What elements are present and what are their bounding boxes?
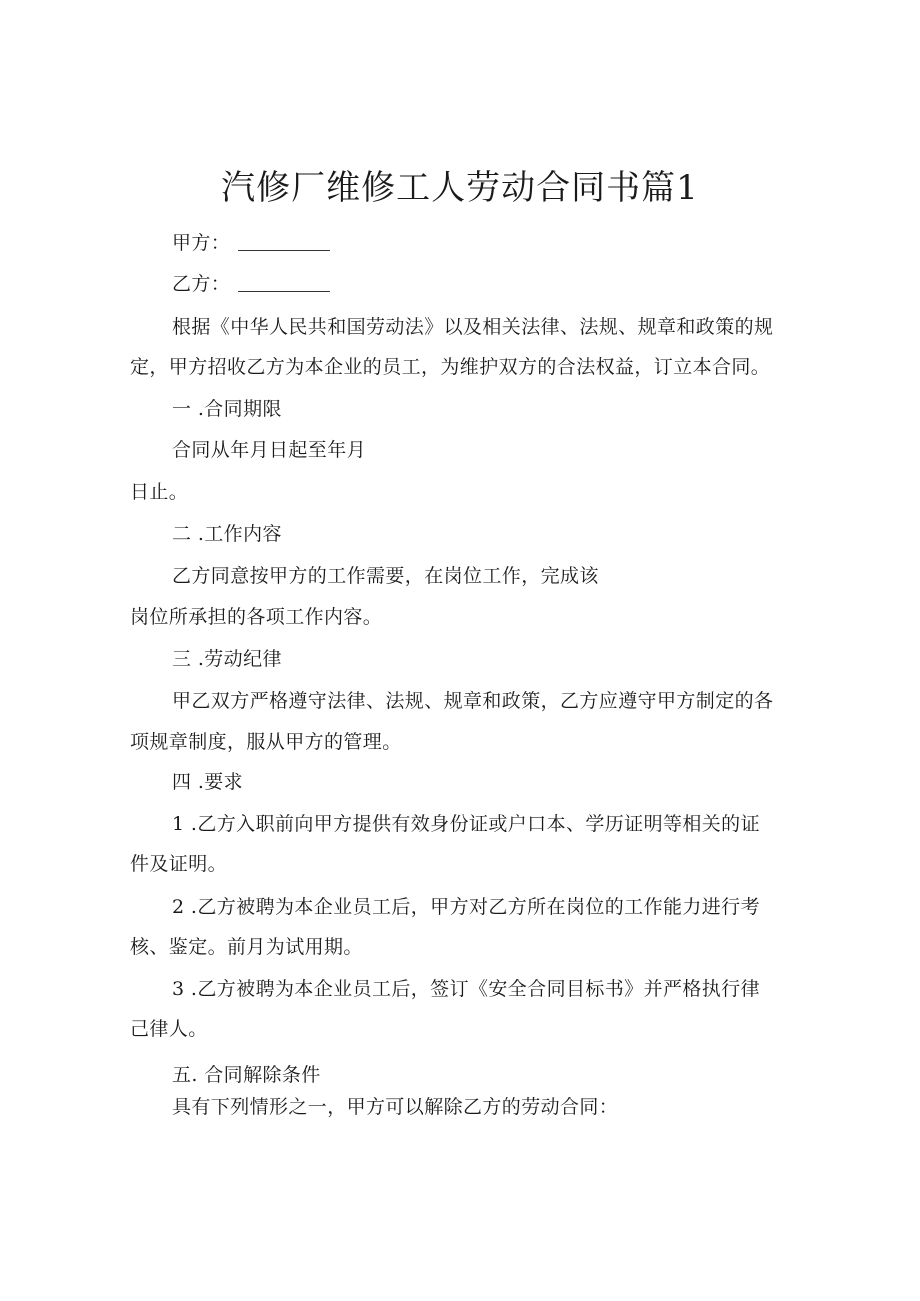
section-3-body-2: 项规章制度，服从甲方的管理。 — [130, 731, 402, 753]
section-3-body-1: 甲乙双方严格遵守法律、法规、规章和政策，乙方应遵守甲方制定的各 — [172, 690, 774, 712]
section-3-heading: 三 .劳动纪律 — [172, 648, 282, 670]
party-b-blank — [238, 273, 330, 292]
requirement-3-line-1: 3 .乙方被聘为本企业员工后，签订《安全合同目标书》并严格执行律 — [172, 978, 760, 1000]
section-4-heading: 四 .要求 — [172, 771, 244, 793]
requirement-2-line-1: 2 .乙方被聘为本企业员工后，甲方对乙方所在岗位的工作能力进行考 — [172, 896, 760, 918]
preamble-line-1: 根据《中华人民共和国劳动法》以及相关法律、法规、规章和政策的规 — [172, 316, 774, 338]
section-5-heading: 五. 合同解除条件 — [172, 1064, 321, 1086]
party-a-blank — [238, 232, 330, 251]
section-2-body-2: 岗位所承担的各项工作内容。 — [130, 606, 383, 628]
document-title: 汽修厂维修工人劳动合同书篇1 — [221, 168, 699, 208]
requirement-1-line-1: 1 .乙方入职前向甲方提供有效身份证或户口本、学历证明等相关的证 — [172, 813, 760, 835]
party-b-label: 乙方： — [172, 273, 231, 295]
party-b-line — [172, 271, 330, 297]
section-1-body-2: 日止。 — [130, 481, 189, 503]
section-1-body-1: 合同从年月日起至年月 — [172, 439, 367, 461]
requirement-3-line-2: 己律人。 — [130, 1018, 208, 1040]
section-2-heading: 二 .工作内容 — [172, 523, 282, 545]
requirement-1-line-2: 件及证明。 — [130, 853, 228, 875]
section-2-body-1: 乙方同意按甲方的工作需要，在岗位工作，完成该 — [172, 565, 599, 587]
party-a-line — [172, 230, 330, 256]
party-a-label: 甲方： — [172, 232, 231, 254]
preamble-line-2: 定，甲方招收乙方为本企业的员工，为维护双方的合法权益，订立本合同。 — [130, 356, 771, 378]
section-1-heading: 一 .合同期限 — [172, 398, 282, 420]
section-5-body: 具有下列情形之一，甲方可以解除乙方的劳动合同： — [172, 1096, 619, 1118]
requirement-2-line-2: 核、鉴定。前月为试用期。 — [130, 936, 363, 958]
